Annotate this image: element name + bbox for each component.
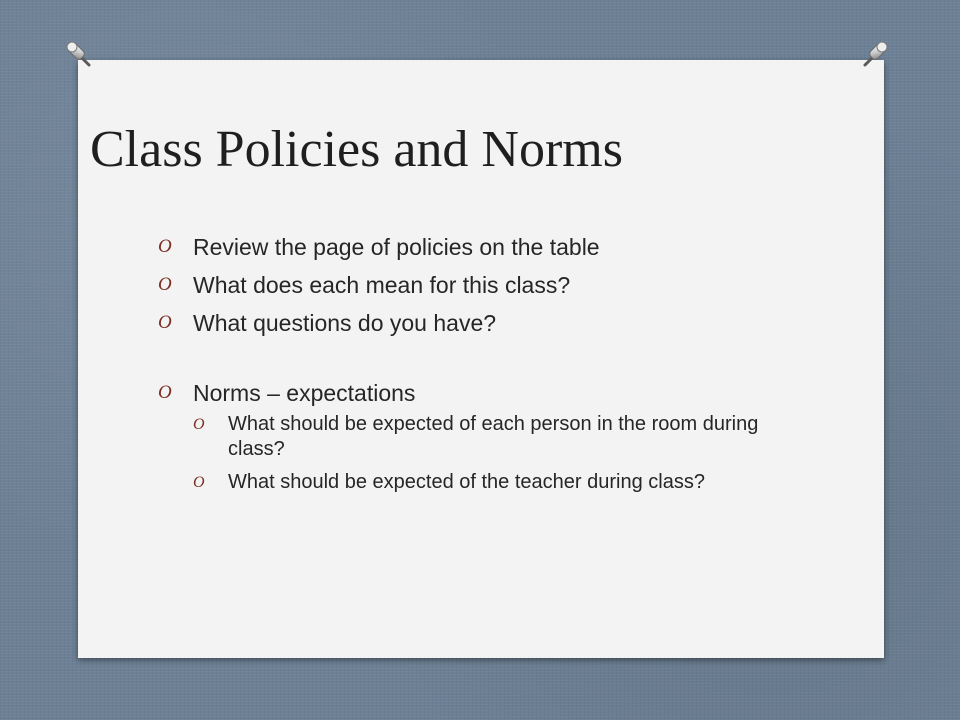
bullet-marker: O	[158, 274, 172, 295]
bullet-list	[158, 228, 838, 503]
bullet-text: Review the page of policies on the table	[193, 234, 600, 260]
sub-bullet-list	[193, 412, 838, 495]
bullet-text: Norms – expectations	[193, 380, 416, 406]
bullet-marker: O	[158, 312, 172, 333]
bullet-item	[158, 228, 838, 266]
bullet-text: What does each mean for this class?	[193, 272, 571, 298]
bullet-marker: O	[158, 382, 172, 403]
bullet-text: What questions do you have?	[193, 310, 497, 336]
sub-bullet-text: What should be expected of each person in the room during class?	[228, 413, 759, 460]
bullet-item	[158, 304, 838, 342]
bullet-marker: O	[193, 416, 205, 433]
bullet-item	[158, 374, 838, 495]
slide-title: Class Policies and Norms	[90, 121, 623, 178]
pushpin-icon	[862, 38, 892, 68]
bullet-marker: O	[193, 474, 205, 491]
pushpin-icon	[62, 38, 92, 68]
bullet-marker: O	[158, 236, 172, 257]
bullet-item	[158, 266, 838, 304]
sub-bullet-text: What should be expected of the teacher during class?	[228, 471, 705, 493]
sub-bullet-item	[193, 470, 788, 495]
sub-bullet-item	[193, 412, 788, 462]
